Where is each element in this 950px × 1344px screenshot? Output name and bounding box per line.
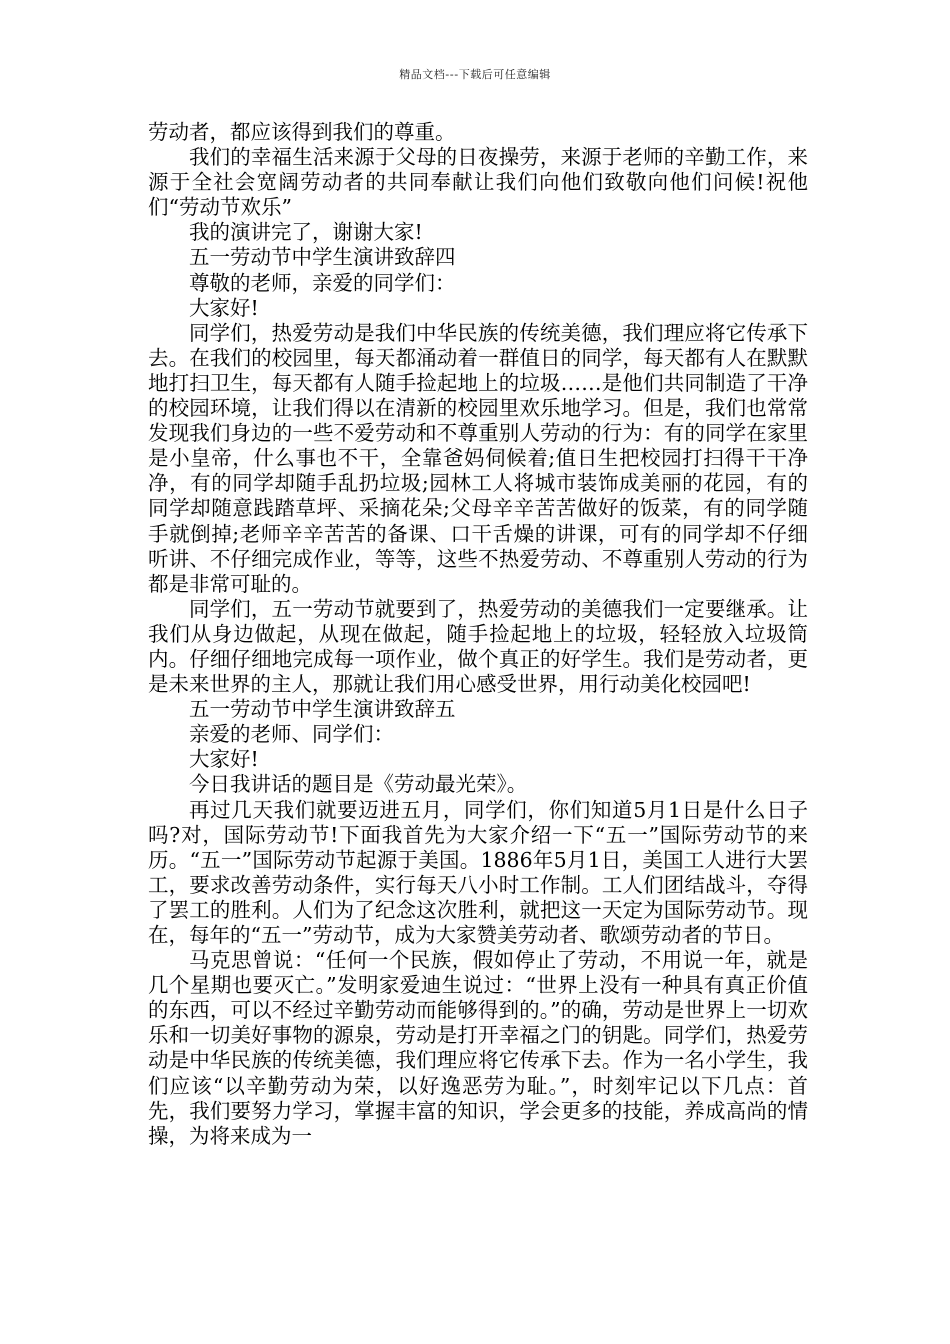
document-body xyxy=(148,120,808,1149)
paragraph: 再过几天我们就要迈进五月，同学们，你们知道5月1日是什么日子吗?对，国际劳动节!下面我首先为大家介绍一下“五一”国际劳动节的来历。“五一”国际劳动节起源于美国。1886年5月1日，美国工人进行大罢工，要求改善劳动条件，实行每天八小时工作制。工人们团结战斗，夺得了罢工的胜利。人们为了纪念这次胜利，就把这一天定为国际劳动节。现在，每年的“五一”劳动节，成为大家赞美劳动者、歌颂劳动者的节日。 xyxy=(148,797,808,947)
paragraph: 马克思曾说：“任何一个民族，假如停止了劳动，不用说一年，就是几个星期也要灭亡。”发明家爱迪生说过：“世界上没有一种具有真正价值的东西，可以不经过辛勤劳动而能够得到的。”的确，劳动是世界上一切欢乐和一切美好事物的源泉，劳动是打开幸福之门的钥匙。同学们，热爱劳动是中华民族的传统美德，我们理应将它传承下去。作为一名小学生，我们应该“以辛勤劳动为荣，以好逸恶劳为耻。”，时刻牢记以下几点：首先，我们要努力学习，掌握丰富的知识，学会更多的技能，养成高尚的情操，为将来成为一 xyxy=(148,948,808,1148)
paragraph: 今日我讲话的题目是《劳动最光荣》。 xyxy=(189,772,528,797)
paragraph: 我的演讲完了，谢谢大家! xyxy=(189,220,423,245)
paragraph: 同学们，热爱劳动是我们中华民族的传统美德，我们理应将它传承下去。在我们的校园里，每天都涌动着一群值日的同学，每天都有人在默默地打扫卫生，每天都有人随手捡起地上的垃圾……是他们共同制造了干净的校园环境，让我们得以在清新的校园里欢乐地学习。但是，我们也常常发现我们身边的一些不爱劳动和不尊重别人劳动的行为：有的同学在家里是小皇帝，什么事也不干，全靠爸妈伺候着;值日生把校园打扫得干干净净，有的同学却随手乱扔垃圾;园林工人将城市装饰成美丽的花园，有的同学却随意践踏草坪、采摘花朵;父母辛辛苦苦做好的饭菜，有的同学随手就倒掉;老师辛辛苦苦的备课、口干舌燥的讲课，可有的同学却不仔细听讲、不仔细完成作业，等等，这些不热爱劳动、不尊重别人劳动的行为都是非常可耻的。 xyxy=(148,320,808,596)
salutation: 亲爱的老师、同学们： xyxy=(189,722,394,747)
paragraph: 同学们，五一劳动节就要到了，热爱劳动的美德我们一定要继承。让我们从身边做起，从现在做起，随手捡起地上的垃圾，轻轻放入垃圾筒内。仔细仔细地完成每一项作业，做个真正的好学生。我们是劳动者，更是未来世界的主人，那就让我们用心感受世界，用行动美化校园吧! xyxy=(148,596,808,697)
salutation: 尊敬的老师，亲爱的同学们： xyxy=(189,270,456,295)
paragraph: 劳动者，都应该得到我们的尊重。 xyxy=(148,120,456,144)
section-heading: 五一劳动节中学生演讲致辞四 xyxy=(189,245,456,270)
page-header: 精品文档---下载后可任意编辑 xyxy=(399,68,551,81)
section-heading: 五一劳动节中学生演讲致辞五 xyxy=(189,697,456,722)
greeting: 大家好! xyxy=(189,747,259,772)
paragraph: 我们的幸福生活来源于父母的日夜操劳，来源于老师的辛勤工作，来源于全社会宽阔劳动者的共同奉献让我们向他们致敬向他们问候!祝他们“劳动节欢乐” xyxy=(148,145,808,220)
greeting: 大家好! xyxy=(189,295,259,320)
